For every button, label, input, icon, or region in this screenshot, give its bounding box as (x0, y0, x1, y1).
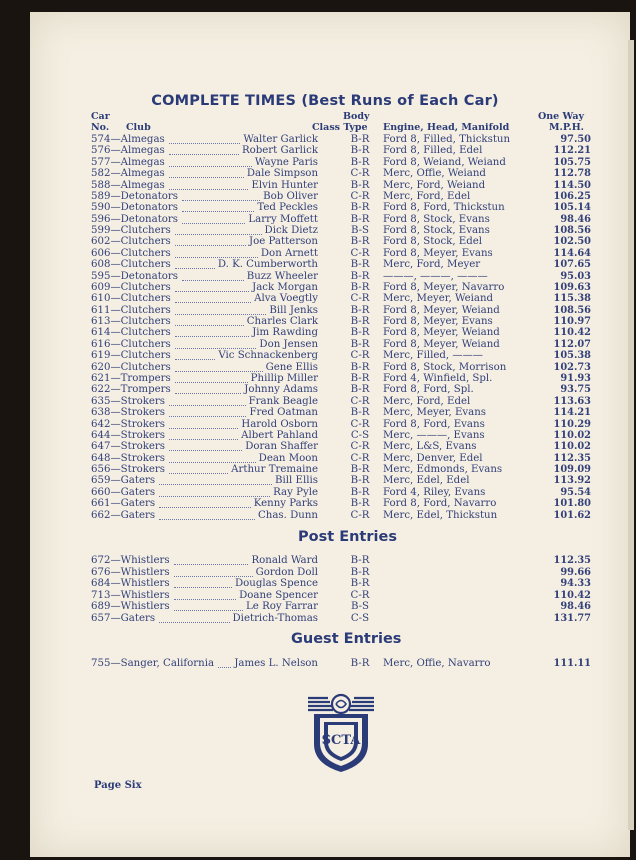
body-class: B-R (350, 407, 370, 419)
driver-name: Jack Morgan (252, 281, 318, 293)
car-club: 642—Strokers (91, 418, 166, 430)
body-class: B-R (350, 498, 370, 510)
driver-name: Fred Oatman (249, 407, 318, 419)
table-row (0, 590, 636, 601)
mph-value: 91.93 (560, 372, 591, 384)
mph-value: 94.33 (560, 578, 591, 589)
table-row (0, 305, 636, 316)
body-class: C-R (350, 418, 370, 430)
mph-value: 101.80 (553, 498, 591, 510)
driver-name: Doran Shaffer (245, 441, 318, 453)
engine-spec: Merc, Offie, Weiand (383, 168, 486, 180)
body-class: B-R (350, 338, 370, 350)
body-class: C-R (350, 509, 370, 521)
car-club: 576—Almegas (91, 145, 165, 157)
engine-spec: Ford 8, Meyer, Weiand (383, 304, 500, 316)
header-no: No. (91, 122, 110, 133)
mph-value: 110.29 (553, 418, 591, 430)
car-club: 620—Clutchers (91, 361, 171, 373)
dot-leader (182, 271, 244, 281)
body-class: B-R (350, 304, 370, 316)
mph-value: 114.64 (553, 247, 591, 259)
car-club: 608—Clutchers (91, 259, 171, 271)
body-class: C-R (350, 293, 370, 305)
table-row (0, 555, 636, 566)
table-row (0, 510, 636, 521)
car-club: 672—Whistlers (91, 555, 170, 566)
mph-value: 106.25 (553, 190, 591, 202)
driver-name: Bill Jenks (269, 304, 318, 316)
dot-leader (159, 613, 230, 623)
dot-leader (175, 339, 256, 349)
car-club: 662—Gaters (91, 509, 156, 521)
engine-spec: Merc, Meyer, Evans (383, 407, 487, 419)
table-row (0, 613, 636, 624)
table-row (0, 282, 636, 293)
car-club: 582—Almegas (91, 168, 165, 180)
mph-value: 95.03 (560, 270, 591, 282)
mph-value: 98.46 (560, 601, 591, 612)
header-one-way: One Way (538, 111, 585, 122)
dot-leader (169, 168, 244, 178)
dot-leader (159, 510, 255, 520)
dot-leader (169, 134, 240, 144)
mph-value: 109.09 (553, 464, 591, 476)
driver-name: Harold Osborn (241, 418, 318, 430)
dot-leader (159, 487, 270, 497)
engine-spec: Ford 8, Meyer, Weiand (383, 338, 500, 350)
table-row (0, 601, 636, 612)
mph-value: 107.65 (553, 259, 591, 271)
driver-name: Johnny Adams (244, 384, 318, 396)
dot-leader (175, 362, 263, 372)
engine-spec: Ford 8, Meyer, Navarro (383, 281, 505, 293)
table-row (0, 407, 636, 418)
body-class: C-R (350, 452, 370, 464)
driver-name: Bob Oliver (263, 190, 318, 202)
driver-name: Joe Patterson (249, 236, 318, 248)
car-club: 622—Trompers (91, 384, 171, 396)
engine-spec: Ford 8, Ford, Thickstun (383, 202, 505, 214)
dot-leader (175, 293, 251, 303)
body-class: B-R (350, 134, 370, 145)
driver-name: Don Jensen (259, 338, 318, 350)
engine-spec: Merc, Filled, ——— (383, 350, 483, 362)
dot-leader (174, 578, 232, 588)
page-title: COMPLETE TIMES (Best Runs of Each Car) (151, 93, 499, 109)
driver-name: Ray Pyle (273, 486, 318, 498)
table-row (0, 191, 636, 202)
driver-name: Chas. Dunn (258, 509, 318, 521)
mph-value: 105.75 (553, 156, 591, 168)
table-row (0, 214, 636, 225)
body-class: B-R (350, 658, 370, 669)
header-mph: M.P.H. (549, 122, 584, 133)
dot-leader (175, 373, 248, 383)
car-club: 644—Strokers (91, 429, 166, 441)
engine-spec: Ford 8, Meyer, Evans (383, 247, 493, 259)
driver-name: Robert Garlick (241, 145, 318, 157)
engine-spec: Ford 8, Stock, Edel (383, 236, 483, 248)
engine-spec: Merc, Edel, Edel (383, 475, 470, 487)
driver-name: Walter Garlick (243, 134, 318, 145)
mph-value: 112.21 (553, 145, 591, 157)
car-club: 613—Clutchers (91, 316, 171, 328)
table-row (0, 225, 636, 236)
engine-spec: ———, ———, ——— (383, 270, 488, 282)
dot-leader (174, 555, 248, 565)
mph-value: 97.50 (560, 134, 591, 145)
mph-value: 110.02 (553, 441, 591, 453)
mph-value: 110.42 (553, 589, 591, 601)
table-row (0, 487, 636, 498)
driver-name: Larry Moffett (248, 213, 318, 225)
mph-value: 113.63 (553, 395, 591, 407)
body-class: C-R (350, 441, 370, 453)
table-row (0, 293, 636, 304)
driver-name: Albert Pahland (241, 429, 318, 441)
mph-value: 115.38 (553, 293, 591, 305)
header-car: Car (91, 111, 110, 122)
body-class: B-R (350, 236, 370, 248)
dot-leader (159, 498, 251, 508)
engine-spec: Merc, Edmonds, Evans (383, 464, 503, 476)
table-row (0, 202, 636, 213)
driver-name: Phillip Miller (250, 372, 318, 384)
car-club: 609—Clutchers (91, 281, 171, 293)
car-club: 619—Clutchers (91, 350, 171, 362)
body-class: B-R (350, 145, 370, 157)
engine-spec: Ford 8, Ford, Evans (383, 418, 485, 430)
dot-leader (169, 145, 239, 155)
body-class: B-S (350, 225, 370, 237)
header-body: Body (343, 111, 370, 122)
engine-spec: Ford 8, Filled, Edel (383, 145, 483, 157)
mph-value: 101.62 (553, 509, 591, 521)
table-row (0, 134, 636, 145)
body-class: B-R (350, 555, 370, 566)
table-row (0, 373, 636, 384)
car-club: 661—Gaters (91, 498, 156, 510)
body-class: B-R (350, 361, 370, 373)
mph-value: 108.56 (553, 304, 591, 316)
body-class: B-R (350, 475, 370, 487)
dot-leader (175, 327, 249, 337)
body-class: B-R (350, 464, 370, 476)
body-class: B-S (350, 601, 370, 612)
engine-spec: Ford 8, Ford, Spl. (383, 384, 474, 396)
table-row (0, 430, 636, 441)
driver-name: Douglas Spence (234, 578, 318, 589)
body-class: C-R (350, 168, 370, 180)
dot-leader (169, 419, 238, 429)
mph-value: 111.11 (553, 658, 591, 669)
driver-name: Alva Voegtly (254, 293, 318, 305)
engine-spec: Merc, Offie, Navarro (383, 658, 491, 669)
mph-value: 114.21 (553, 407, 591, 419)
engine-spec: Ford 8, Meyer, Weiand (383, 327, 500, 339)
guest-entries-heading: Guest Entries (291, 631, 402, 647)
car-club: 602—Clutchers (91, 236, 171, 248)
body-class: C-R (350, 247, 370, 259)
driver-name: Charles Clark (246, 316, 318, 328)
car-club: 648—Strokers (91, 452, 166, 464)
engine-spec: Ford 8, Stock, Evans (383, 213, 490, 225)
table-row (0, 180, 636, 191)
car-club: 635—Strokers (91, 395, 166, 407)
mph-value: 109.63 (553, 281, 591, 293)
driver-name: Jim Rawding (252, 327, 318, 339)
driver-name: D. K. Cumberworth (217, 259, 318, 271)
engine-spec: Ford 8, Meyer, Evans (383, 316, 493, 328)
table-row (0, 419, 636, 430)
engine-spec: Ford 8, Stock, Morrison (383, 361, 507, 373)
dot-leader (169, 430, 238, 440)
driver-name: Dale Simpson (246, 168, 318, 180)
car-club: 621—Trompers (91, 372, 171, 384)
driver-name: Doane Spencer (239, 589, 318, 601)
engine-spec: Merc, Ford, Edel (383, 395, 471, 407)
table-row (0, 658, 636, 669)
table-row (0, 362, 636, 373)
table-row (0, 464, 636, 475)
mph-value: 99.66 (560, 566, 591, 578)
table-row (0, 339, 636, 350)
car-club: 638—Strokers (91, 407, 166, 419)
body-class: B-R (350, 270, 370, 282)
dot-leader (182, 202, 254, 212)
logo-lettering: SCTA (321, 733, 361, 748)
car-club: 589—Detonators (91, 190, 179, 202)
dot-leader (169, 441, 242, 451)
mph-value: 131.77 (553, 612, 591, 624)
table-row (0, 259, 636, 270)
car-club: 660—Gaters (91, 486, 156, 498)
engine-spec: Ford 4, Riley, Evans (383, 486, 486, 498)
dot-leader (159, 475, 272, 485)
page-footer: Page Six (94, 780, 142, 791)
mph-value: 105.38 (553, 350, 591, 362)
table-row (0, 578, 636, 589)
engine-spec: Merc, Edel, Thickstun (383, 509, 498, 521)
dot-leader (169, 157, 252, 167)
body-class: B-R (350, 179, 370, 191)
mph-value: 112.35 (553, 452, 591, 464)
driver-name: Dick Dietz (264, 225, 318, 237)
engine-spec: Merc, Ford, Edel (383, 190, 471, 202)
dot-leader (175, 350, 215, 360)
car-club: 713—Whistlers (91, 589, 170, 601)
post-entries-heading: Post Entries (298, 529, 397, 545)
car-club: 577—Almegas (91, 156, 165, 168)
engine-spec: Ford 8, Stock, Evans (383, 225, 490, 237)
table-row (0, 168, 636, 179)
dot-leader (175, 305, 266, 315)
car-club: 659—Gaters (91, 475, 156, 487)
table-row (0, 350, 636, 361)
dot-leader (182, 214, 245, 224)
body-class: B-R (350, 259, 370, 271)
mph-value: 95.54 (560, 486, 591, 498)
dot-leader (174, 601, 243, 611)
dot-leader (175, 225, 262, 235)
dot-leader (174, 567, 253, 577)
driver-name: Dietrich-Thomas (232, 612, 318, 624)
engine-spec: Merc, Ford, Meyer (383, 259, 481, 271)
body-class: B-R (350, 372, 370, 384)
body-class: B-R (350, 566, 370, 578)
table-row (0, 567, 636, 578)
dot-leader (175, 316, 244, 326)
driver-name: Buzz Wheeler (246, 270, 318, 282)
header-class-type: Class Type (312, 122, 368, 133)
body-class: B-R (350, 384, 370, 396)
car-club: 588—Almegas (91, 179, 165, 191)
car-club: 689—Whistlers (91, 601, 170, 612)
dot-leader (182, 191, 260, 201)
table-row (0, 271, 636, 282)
driver-name: Le Roy Farrar (246, 601, 318, 612)
body-class: C-R (350, 395, 370, 407)
body-class: B-R (350, 156, 370, 168)
table-row (0, 441, 636, 452)
dot-leader (175, 259, 215, 269)
car-club: 647—Strokers (91, 441, 166, 453)
mph-value: 102.50 (553, 236, 591, 248)
dot-leader (169, 180, 248, 190)
mph-value: 110.02 (553, 429, 591, 441)
scta-emblem-logo (306, 688, 376, 774)
table-row (0, 145, 636, 156)
dot-leader (169, 453, 256, 463)
driver-name: Dean Moon (258, 452, 318, 464)
car-club: 595—Detonators (91, 270, 179, 282)
table-row (0, 453, 636, 464)
driver-name: Arthur Tremaine (231, 464, 318, 476)
car-club: 676—Whistlers (91, 566, 170, 578)
driver-name: Vic Schnackenberg (218, 350, 318, 362)
body-class: C-S (350, 612, 370, 624)
dot-leader (218, 658, 231, 668)
dot-leader (169, 396, 246, 406)
dot-leader (175, 384, 241, 394)
engine-spec: Ford 4, Winfield, Spl. (383, 372, 493, 384)
car-club: 610—Clutchers (91, 293, 171, 305)
car-club: 590—Detonators (91, 202, 179, 214)
car-club: 657—Gaters (91, 612, 156, 624)
mph-value: 108.56 (553, 225, 591, 237)
mph-value: 114.50 (553, 179, 591, 191)
engine-spec: Merc, ———, Evans (383, 429, 485, 441)
car-club: 599—Clutchers (91, 225, 171, 237)
car-club: 684—Whistlers (91, 578, 170, 589)
mph-value: 105.14 (553, 202, 591, 214)
mph-value: 93.75 (560, 384, 591, 396)
mph-value: 110.42 (553, 327, 591, 339)
dot-leader (169, 464, 228, 474)
dot-leader (175, 282, 249, 292)
mph-value: 98.46 (560, 213, 591, 225)
body-class: B-R (350, 578, 370, 589)
body-class: B-R (350, 202, 370, 214)
driver-name: Gene Ellis (265, 361, 318, 373)
mph-value: 112.35 (553, 555, 591, 566)
table-row (0, 327, 636, 338)
driver-name: Frank Beagle (248, 395, 318, 407)
car-club: 614—Clutchers (91, 327, 171, 339)
driver-name: Wayne Paris (254, 156, 318, 168)
table-row (0, 475, 636, 486)
dot-leader (175, 248, 258, 258)
dot-leader (169, 407, 246, 417)
body-class: B-R (350, 327, 370, 339)
body-class: B-R (350, 281, 370, 293)
body-class: C-R (350, 190, 370, 202)
dot-leader (175, 236, 246, 246)
car-club: 611—Clutchers (91, 304, 171, 316)
table-row (0, 498, 636, 509)
engine-spec: Ford 8, Weiand, Weiand (383, 156, 506, 168)
car-club: 616—Clutchers (91, 338, 171, 350)
table-row (0, 248, 636, 259)
car-club: 606—Clutchers (91, 247, 171, 259)
engine-spec: Merc, Meyer, Weiand (383, 293, 494, 305)
mph-value: 102.73 (553, 361, 591, 373)
driver-name: Kenny Parks (253, 498, 318, 510)
body-class: C-R (350, 350, 370, 362)
body-class: B-R (350, 316, 370, 328)
driver-name: James L. Nelson (234, 658, 318, 669)
dot-leader (174, 590, 236, 600)
mph-value: 112.78 (553, 168, 591, 180)
driver-name: Gordon Doll (255, 566, 318, 578)
table-row (0, 384, 636, 395)
mph-value: 113.92 (553, 475, 591, 487)
driver-name: Ted Peckles (257, 202, 318, 214)
car-club: 574—Almegas (91, 134, 165, 145)
engine-spec: Merc, Ford, Weiand (383, 179, 486, 191)
body-class: B-R (350, 486, 370, 498)
body-class: C-S (350, 429, 370, 441)
table-row (0, 396, 636, 407)
header-engine: Engine, Head, Manifold (383, 122, 510, 133)
driver-name: Don Arnett (260, 247, 318, 259)
table-row (0, 316, 636, 327)
car-club: 656—Strokers (91, 464, 166, 476)
mph-value: 110.97 (553, 316, 591, 328)
engine-spec: Ford 8, Ford, Navarro (383, 498, 497, 510)
driver-name: Elvin Hunter (251, 179, 318, 191)
car-club: 755—Sanger, California (91, 658, 215, 669)
mph-value: 112.07 (553, 338, 591, 350)
body-class: C-R (350, 589, 370, 601)
body-class: B-R (350, 213, 370, 225)
table-row (0, 157, 636, 168)
car-club: 596—Detonators (91, 213, 179, 225)
driver-name: Bill Ellis (275, 475, 318, 487)
engine-spec: Merc, Denver, Edel (383, 452, 483, 464)
header-club: Club (126, 122, 151, 133)
engine-spec: Ford 8, Filled, Thickstun (383, 134, 511, 145)
table-row (0, 236, 636, 247)
engine-spec: Merc, L&S, Evans (383, 441, 477, 453)
driver-name: Ronald Ward (251, 555, 318, 566)
